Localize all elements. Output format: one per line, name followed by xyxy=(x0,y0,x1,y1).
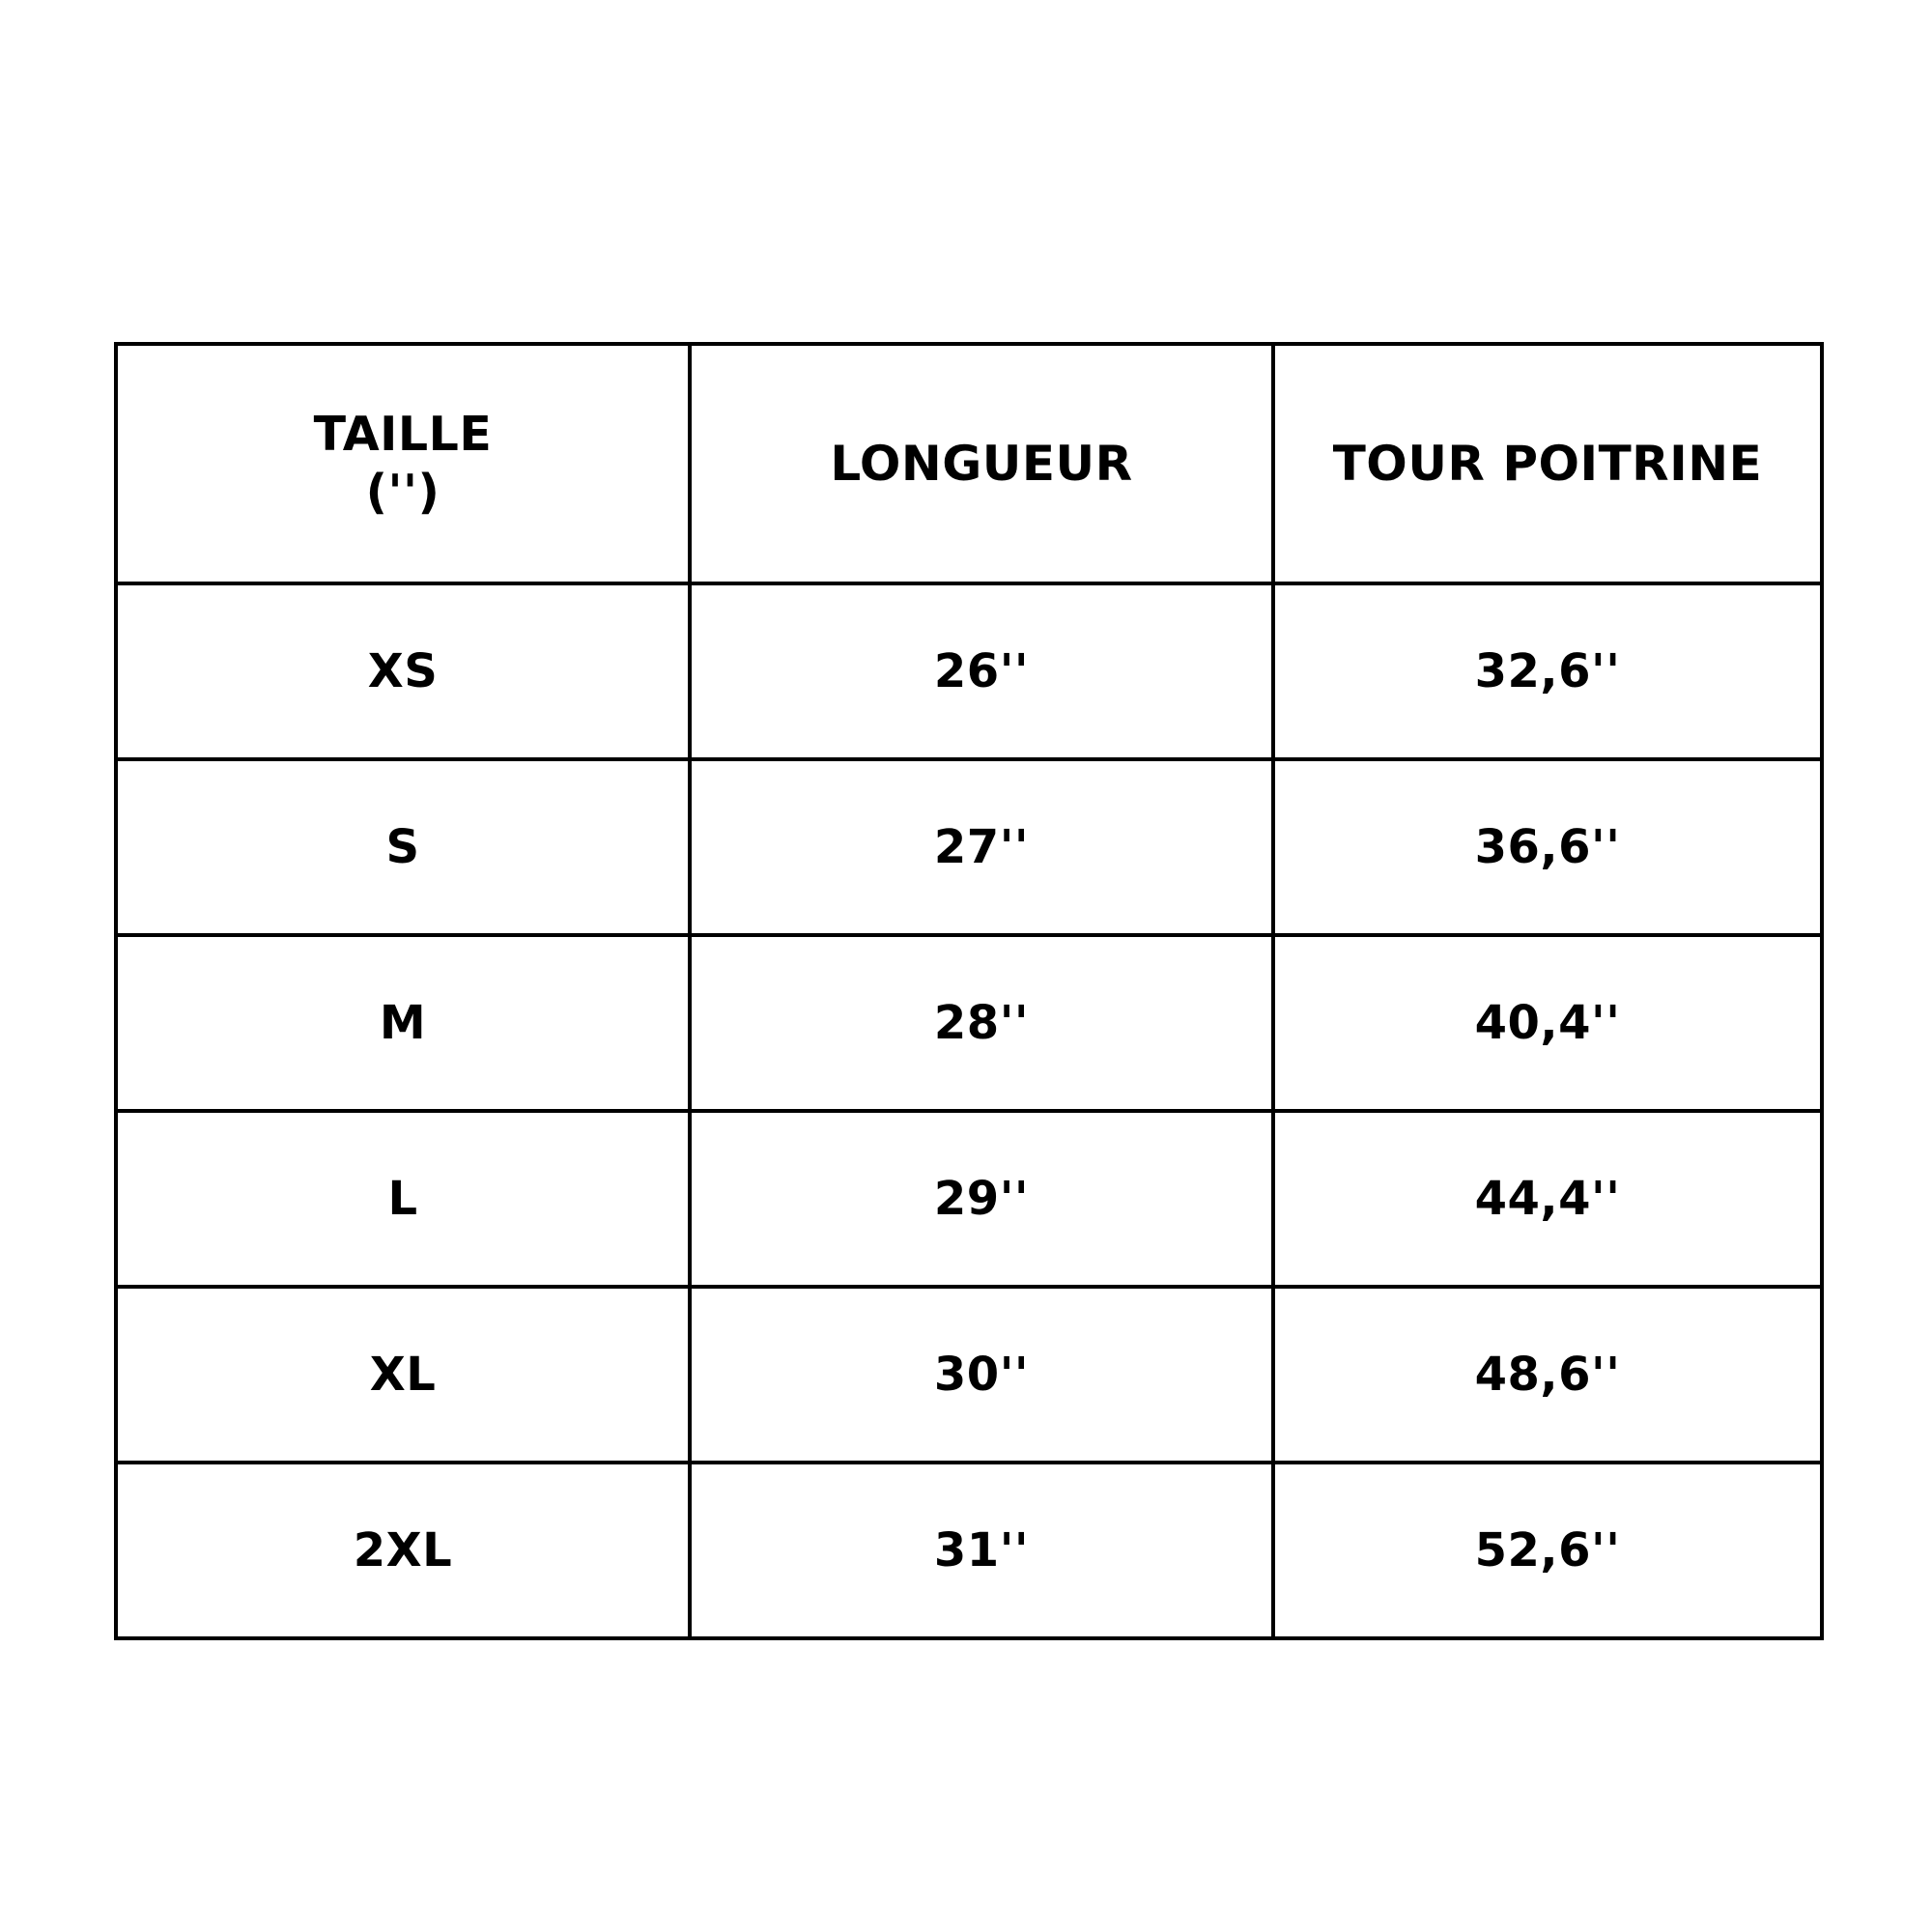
table-row xyxy=(116,583,1822,759)
cell-chest: 40,4'' xyxy=(1273,935,1822,1111)
cell-size: 2XL xyxy=(116,1463,690,1638)
cell-size: L xyxy=(116,1111,690,1287)
cell-chest: 32,6'' xyxy=(1273,583,1822,759)
table-row xyxy=(116,1287,1822,1463)
cell-size: S xyxy=(116,759,690,935)
cell-chest: 52,6'' xyxy=(1273,1463,1822,1638)
cell-length: 27'' xyxy=(690,759,1273,935)
size-table-container xyxy=(114,342,1820,1640)
cell-size: XL xyxy=(116,1287,690,1463)
table-row xyxy=(116,759,1822,935)
column-header-size-unit: ('') xyxy=(365,465,440,520)
cell-chest: 48,6'' xyxy=(1273,1287,1822,1463)
cell-length: 31'' xyxy=(690,1463,1273,1638)
column-header-length: LONGUEUR xyxy=(690,344,1273,583)
table-body xyxy=(116,583,1822,1638)
table-row xyxy=(116,1463,1822,1638)
column-header-chest: TOUR POITRINE xyxy=(1273,344,1822,583)
cell-length: 28'' xyxy=(690,935,1273,1111)
size-chart-table xyxy=(114,342,1824,1640)
table-header xyxy=(116,344,1822,583)
column-header-size-label: TAILLE xyxy=(313,407,493,463)
cell-length: 26'' xyxy=(690,583,1273,759)
cell-size: M xyxy=(116,935,690,1111)
table-row xyxy=(116,935,1822,1111)
cell-chest: 36,6'' xyxy=(1273,759,1822,935)
cell-length: 29'' xyxy=(690,1111,1273,1287)
table-row xyxy=(116,1111,1822,1287)
cell-size: XS xyxy=(116,583,690,759)
column-header-size xyxy=(116,344,690,583)
cell-length: 30'' xyxy=(690,1287,1273,1463)
cell-chest: 44,4'' xyxy=(1273,1111,1822,1287)
table-header-row xyxy=(116,344,1822,583)
